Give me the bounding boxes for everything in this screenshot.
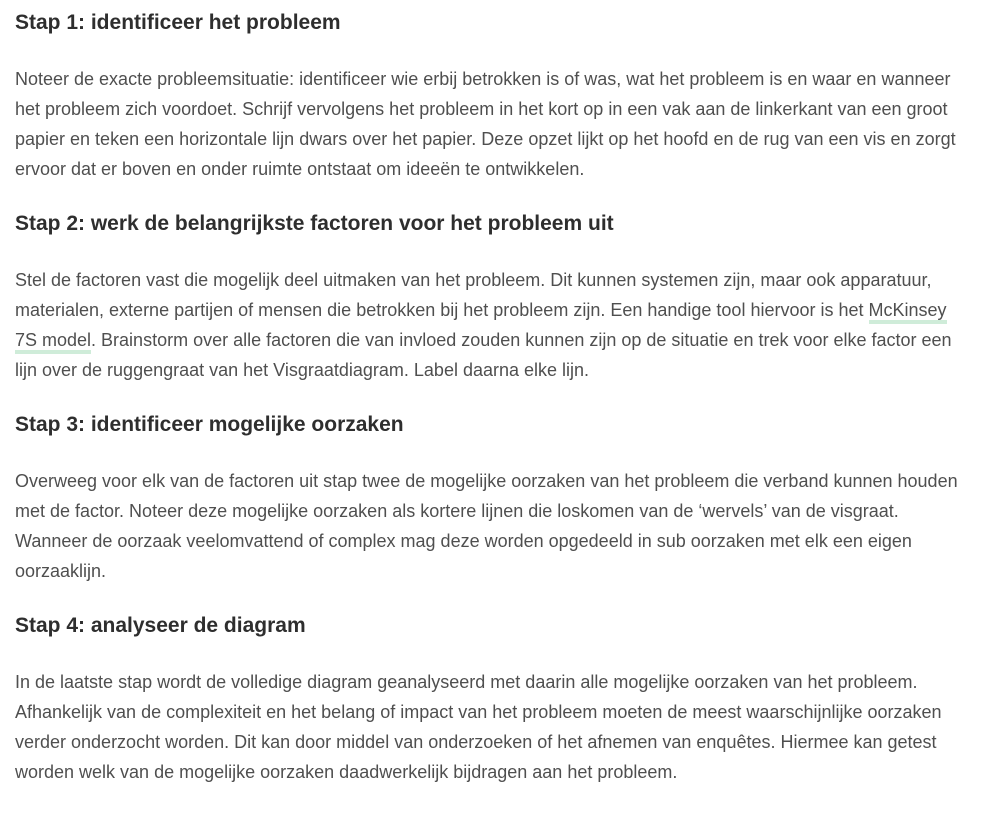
paragraph-text-after-link: . Brainstorm over alle factoren die van invloed zouden kunnen zijn op de situatie en trek voor elke factor een lijn over de ruggengraat van het Visgraatdiagram. Label daarna elke lijn. <box>15 330 952 380</box>
section-paragraph-stap-2 <box>15 265 970 385</box>
section-paragraph-stap-3: Overweeg voor elk van de factoren uit stap twee de mogelijke oorzaken van het probleem die verband kunnen houden met de factor. Noteer deze mogelijke oorzaken als kortere lijnen die loskomen van de ‘wervels’ van de visgraat. Wanneer de oorzaak veelomvattend of complex mag deze worden opgedeeld in sub oorzaken met elk een eigen oorzaaklijn. <box>15 471 958 581</box>
section-paragraph-stap-4: In de laatste stap wordt de volledige diagram geanalyseerd met daarin alle mogelijke oorzaken van het probleem. Afhankelijk van de complexiteit en het belang of impact van het probleem moeten de meest waarschijnlijke oorzaken verder onderzocht worden. Dit kan door middel van onderzoeken of het afnemen van enquêtes. Hiermee kan getest worden welk van de mogelijke oorzaken daadwerkelijk bijdragen aan het probleem. <box>15 672 942 782</box>
section-heading-stap-2: Stap 2: werk de belangrijkste factoren voor het probleem uit <box>15 212 614 235</box>
paragraph-text-before-link: Stel de factoren vast die mogelijk deel uitmaken van het probleem. Dit kunnen systemen zijn, maar ook apparatuur, materialen, externe partijen of mensen die betrokken bij het probleem zijn. Een handige tool hiervoor is het <box>15 270 932 320</box>
section-heading-stap-4: Stap 4: analyseer de diagram <box>15 614 306 637</box>
section-heading-stap-3: Stap 3: identificeer mogelijke oorzaken <box>15 413 404 436</box>
mckinsey-7s-model-link[interactable]: McKinsey 7S model <box>15 300 947 354</box>
section-heading-stap-1: Stap 1: identificeer het probleem <box>15 11 341 34</box>
section-paragraph-stap-1: Noteer de exacte probleemsituatie: identificeer wie erbij betrokken is of was, wat het probleem is en waar en wanneer het probleem zich voordoet. Schrijf vervolgens het probleem in het kort op in een vak aan de linkerkant van een groot papier en teken een horizontale lijn dwars over het papier. Deze opzet lijkt op het hoofd en de rug van een vis en zorgt ervoor dat er boven en onder ruimte ontstaat om ideeën te ontwikkelen. <box>15 69 956 179</box>
